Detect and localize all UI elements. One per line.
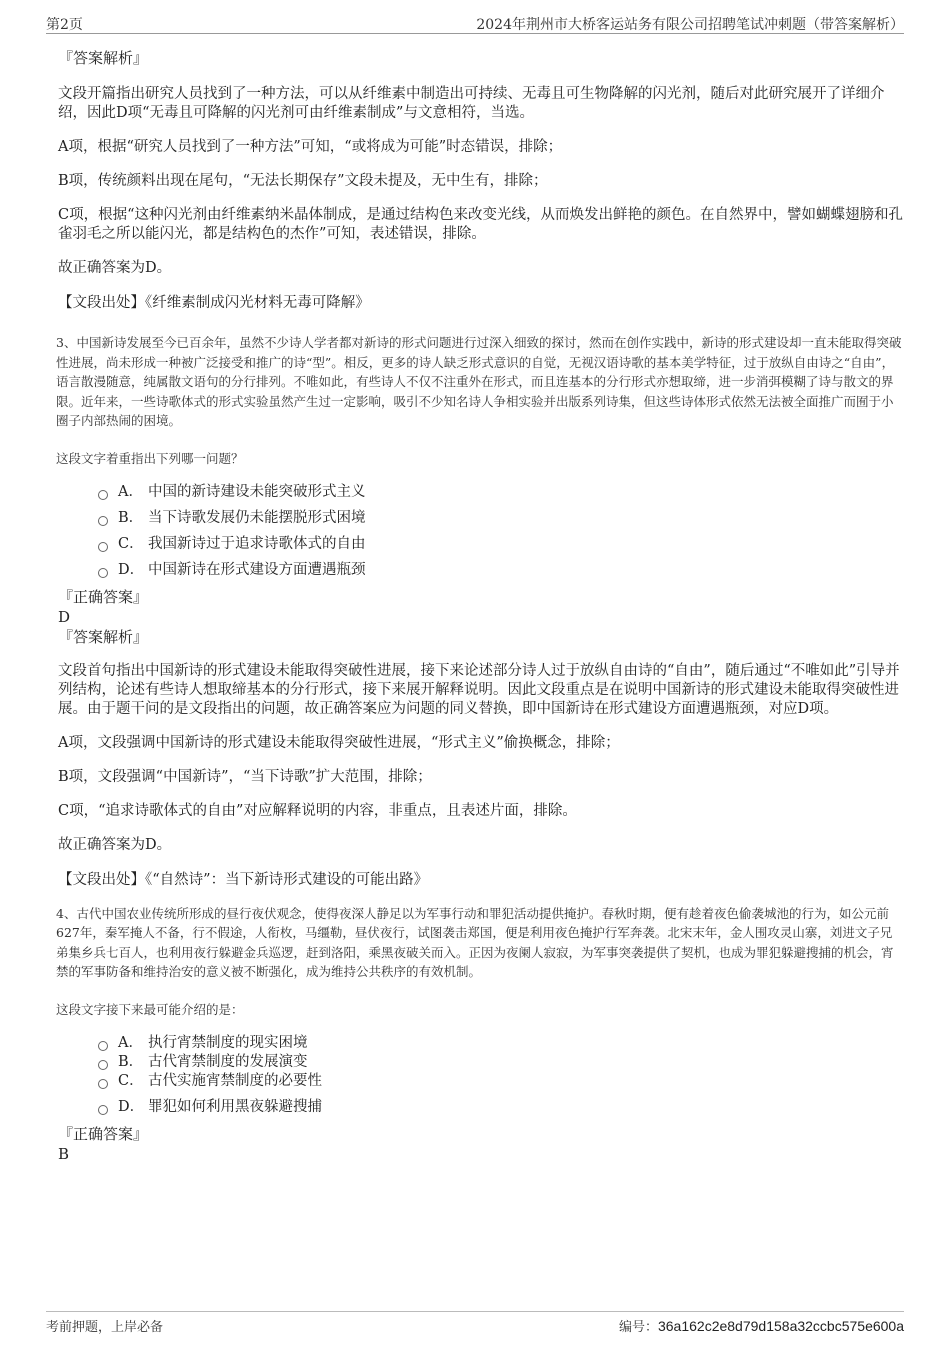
document-title: 2024年荆州市大桥客运站务有限公司招聘笔试冲刺题（带答案解析） — [476, 17, 904, 33]
radio-icon[interactable] — [98, 542, 108, 552]
footer-code — [619, 1316, 904, 1335]
footer-divider — [46, 1311, 904, 1312]
q4-question-text: 4、古代中国农业传统所形成的昼行夜伏观念，使得夜深人静足以为军事行动和罪犯活动提供掩护。春秋时期，便有趁着夜色偷袭城池的行为，如公元前627年，秦军掩人不备，行不假途，人衔枚，马缰勒，昼伏夜行，试图袭击郑国，便是利用夜色掩护行军奔袭。北宋末年，金人围攻灵山寨，刘进文子兄弟集乡兵七百人，也利用夜行躲避金兵巡逻，赶到洛阳，乘黑夜破关而入。正因为夜阑人寂寂，为军事突袭提供了契机，也成为罪犯躲避搜捕的机会，宵禁的军事防备和维持治安的意义被不断强化，成为维持公共秩序的有效机制。 — [56, 905, 894, 979]
q3-option-a[interactable]: A． 中国的新诗建设未能突破形式主义 — [98, 479, 904, 505]
q4-prompt: 这段文字接下来最可能介绍的是： — [56, 1001, 244, 1017]
q2-analysis-label: 『答案解析』 — [58, 49, 149, 67]
q3-option-b[interactable]: B． 当下诗歌发展仍未能摆脱形式困境 — [98, 505, 904, 531]
q4-options — [98, 1030, 904, 1120]
q2-analysis-paragraph: A项，根据“研究人员找到了一种方法”可知，“或将成为可能”时态错误，排除； — [58, 139, 563, 155]
q3-analysis-paragraph: B项，文段强调“中国新诗”，“当下诗歌”扩大范围，排除； — [58, 768, 432, 785]
page-header — [0, 0, 950, 33]
q3-analysis-conclusion: 故正确答案为D。 — [58, 836, 172, 853]
footer-slogan: 考前押题，上岸必备 — [46, 1320, 164, 1335]
q3-question-text: 3、中国新诗发展至今已百余年，虽然不少诗人学者都对新诗的形式问题进行过深入细致的探讨，然而在创作实践中，新诗的形式建设却一直未能取得突破性进展，尚未形成一种被广泛接受和推广的诗“型”。相反，更多的诗人缺乏形式意识的自觉，无视汉语诗歌的基本美学特征，过于放纵自由诗之“自由”，语言散漫随意，纯属散文语句的分行排列。不唯如此，有些诗人不仅不注重外在形式，而且连基本的分行形式亦想取缔，进一步消弭模糊了诗与散文的界限。近年来，一些诗歌体式的形式实验虽然产生过一定影响，吸引不少知名诗人争相实验并出版系列诗集，但这些诗体形式依然无法被全面推广而囿于小圈子内部热闹的困境。 — [56, 335, 902, 428]
q2-analysis-conclusion: 故正确答案为D。 — [58, 260, 172, 276]
q4-answer: B — [58, 1144, 70, 1163]
q3-option-c[interactable]: C． 我国新诗过于追求诗歌体式的自由 — [98, 531, 904, 557]
radio-icon[interactable] — [98, 1041, 108, 1051]
radio-icon[interactable] — [98, 490, 108, 500]
page-content — [46, 38, 904, 1164]
q2-analysis-paragraph: B项，传统颜料出现在尾句，“无法长期保存”文段未提及，无中生有，排除； — [58, 173, 548, 189]
q2-source: 【文段出处】《纤维素制成闪光材料无毒可降解》 — [58, 295, 370, 311]
radio-icon[interactable] — [98, 1079, 108, 1089]
q4-option-d[interactable]: D． 罪犯如何利用黑夜躲避搜捕 — [98, 1094, 904, 1120]
q4-answer-label: 『正确答案』 — [58, 1124, 149, 1143]
q4-option-a[interactable]: A． 执行宵禁制度的现实困境 — [98, 1030, 904, 1056]
radio-icon[interactable] — [98, 568, 108, 578]
q3-analysis-paragraph: A项，文段强调中国新诗的形式建设未能取得突破性进展，“形式主义”偷换概念，排除； — [58, 734, 620, 751]
q2-analysis-paragraph: 文段开篇指出研究人员找到了一种方法，可以从纤维素中制造出可持续、无毒且可生物降解的闪光剂，随后对此研究展开了详细介绍，因此D项“无毒且可降解的闪光剂可由纤维素制成”与文意相符，当选。 — [58, 86, 885, 121]
q4-option-c[interactable]: C． 古代实施宵禁制度的必要性 — [98, 1068, 904, 1094]
q3-source: 【文段出处】《“自然诗”：当下新诗形式建设的可能出路》 — [58, 871, 429, 888]
q3-answer: D — [58, 607, 71, 626]
footer-code-label: 编号： — [618, 1320, 658, 1335]
radio-icon[interactable] — [98, 516, 108, 526]
q3-analysis-paragraph: C项，“追求诗歌体式的自由”对应解释说明的内容，非重点，且表述片面，排除。 — [58, 802, 577, 819]
radio-icon[interactable] — [98, 1105, 108, 1115]
q3-options — [98, 479, 904, 583]
q3-answer-label: 『正确答案』 — [58, 587, 149, 606]
page-number: 第2页 — [46, 17, 83, 33]
q3-option-d[interactable]: D． 中国新诗在形式建设方面遭遇瓶颈 — [98, 557, 904, 583]
q3-analysis-label: 『答案解析』 — [58, 627, 149, 646]
footer-code-value: 36a162c2e8d79d158a32ccbc575e600a — [657, 1318, 904, 1334]
q3-prompt: 这段文字着重指出下列哪一问题？ — [56, 450, 244, 466]
q3-analysis-paragraph: 文段首句指出中国新诗的形式建设未能取得突破性进展，接下来论述部分诗人过于放纵自由诗的“自由”，随后通过“不唯如此”引导并列结构，论述有些诗人想取缔基本的分行形式，接下来展开解释说明。因此文段重点是在说明中国新诗的形式建设未能取得突破性进展。由于题干问的是文段指出的问题，故正确答案应为问题的同义替换，即中国新诗在形式建设方面遭遇瓶颈，对应D项。 — [58, 662, 900, 717]
q2-analysis-paragraph: C项，根据“这种闪光剂由纤维素纳米晶体制成，是通过结构色来改变光线，从而焕发出鲜艳的颜色。在自然界中，譬如蝴蝶翅膀和孔雀羽毛之所以能闪光，都是结构色的杰作”可知，表述错误，排除。 — [58, 207, 904, 242]
header-divider — [46, 33, 904, 34]
q4-option-b[interactable]: B． 古代宵禁制度的发展演变 — [98, 1056, 904, 1068]
